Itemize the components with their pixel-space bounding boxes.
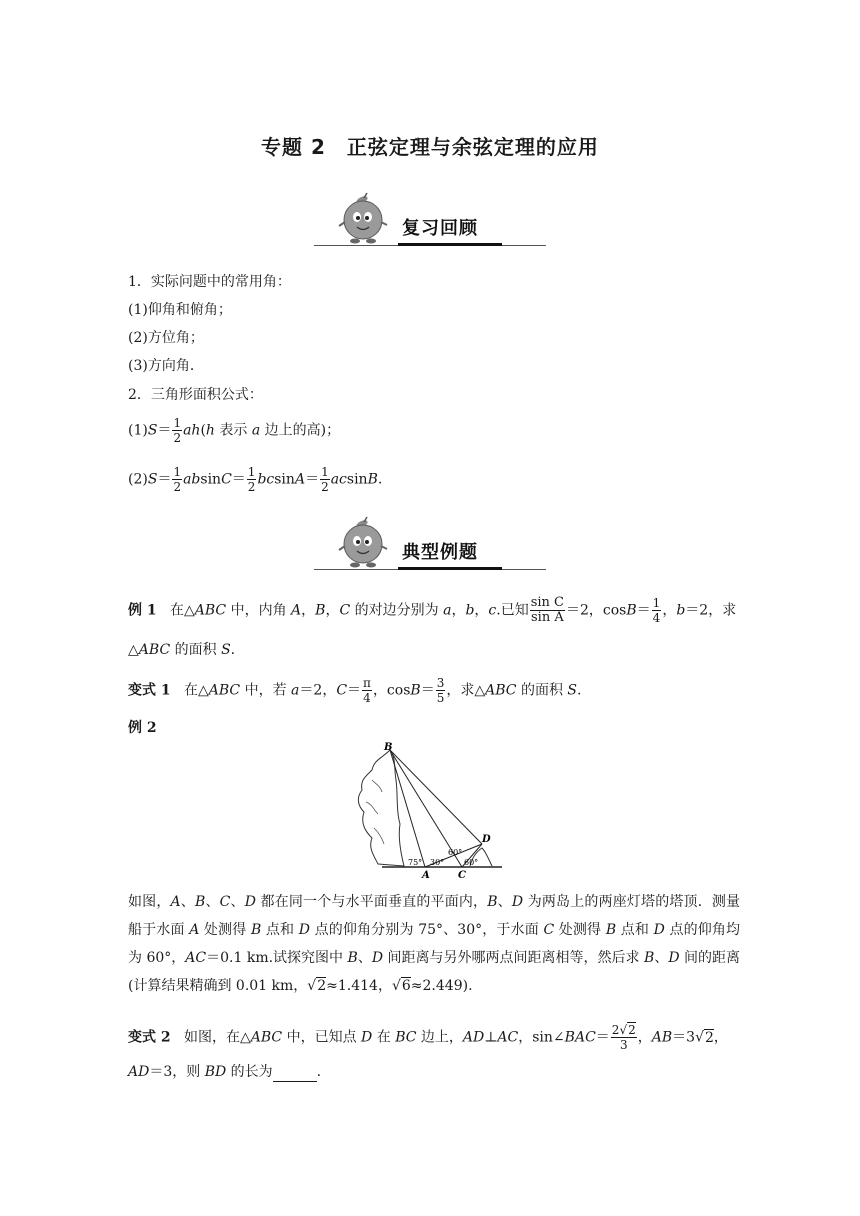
- example-1: 例 1 在△ABC 中，内角 A，B，C 的对边分别为 a，b，c.已知 $\frac{\text{sin C}}{\text{sin A}}$ ＝2，cosB＝ $\frac{1}{4}$ ，b＝2，求: [128, 595, 737, 625]
- point-label-C: C: [458, 870, 466, 880]
- section-rule-accent: [398, 567, 502, 570]
- review-item-1-3: (3)方向角．: [128, 358, 204, 374]
- variant-1: 变式 1 在△ABC 中，若 a＝2，C＝ $\frac{\pi}{4}$ ，cosB＝ $\frac{3}{5}$ ，求△ABC 的面积 S.: [128, 676, 582, 705]
- area-formula-1: (1)S＝ $\frac{1}{2}$ ah(h 表示 a 边上的高)；: [128, 416, 341, 445]
- page-title: 专题 2 正弦定理与余弦定理的应用: [261, 135, 599, 159]
- example-2-text: 如图，A、B、C、D 都在同一个与水平面垂直的平面内，B、D 为两岛上的两座灯塔的塔顶．测量船于水面 A 处测得 B 点和 D 点的仰角分别为 75°、30°，于水面 C 处测得 B 点和 D 点的仰角均为 60°，AC＝0.1 km.试探究图中 B、D 间距离与另外哪两点间距离相等，然后求 B、D 间的距离(计算结果精确到 0.01 km，√2≈1.414，√6≈2.449).: [128, 894, 741, 994]
- example-2-label: 例 2: [128, 720, 157, 736]
- point-label-B: B: [384, 742, 393, 753]
- example-1-cont: △ABC 的面积 S.: [128, 642, 236, 658]
- variant-2: 变式 2 如图，在△ABC 中，已知点 D 在 BC 边上，AD⊥AC，sin∠BAC＝ $\frac{2√2}{3}$ ，AB＝3√2，: [128, 1023, 728, 1052]
- lighthouse-figure: [352, 740, 512, 880]
- section-rule-accent: [398, 243, 502, 246]
- apple-mascot-icon: [334, 514, 394, 570]
- review-item-1: 1．实际问题中的常用角：: [128, 274, 291, 290]
- answer-blank: [273, 1067, 317, 1082]
- review-item-1-2: (2)方位角；: [128, 330, 204, 346]
- variant-2-cont: AD＝3，则 BD 的长为 .: [128, 1064, 322, 1080]
- angle-label-30: 30°: [430, 858, 445, 867]
- area-formula-2: (2)S＝ $\frac{1}{2}$ absinC＝ $\frac{1}{2}$ bcsinA＝ $\frac{1}{2}$ acsinB.: [128, 465, 383, 494]
- section-label-examples: 典型例题: [402, 542, 478, 563]
- angle-label-75: 75°: [408, 858, 423, 867]
- angle-label-60b: 60°: [464, 858, 479, 867]
- section-banner-examples: [314, 514, 546, 570]
- section-banner-review: [314, 190, 546, 246]
- apple-mascot-icon: [334, 190, 394, 246]
- review-item-2: 2．三角形面积公式：: [128, 387, 263, 403]
- angle-label-60a: 60°: [448, 848, 463, 857]
- point-label-A: A: [422, 870, 430, 880]
- section-label-review: 复习回顾: [402, 218, 478, 239]
- point-label-D: D: [482, 834, 491, 845]
- review-item-1-1: (1)仰角和俯角；: [128, 302, 232, 318]
